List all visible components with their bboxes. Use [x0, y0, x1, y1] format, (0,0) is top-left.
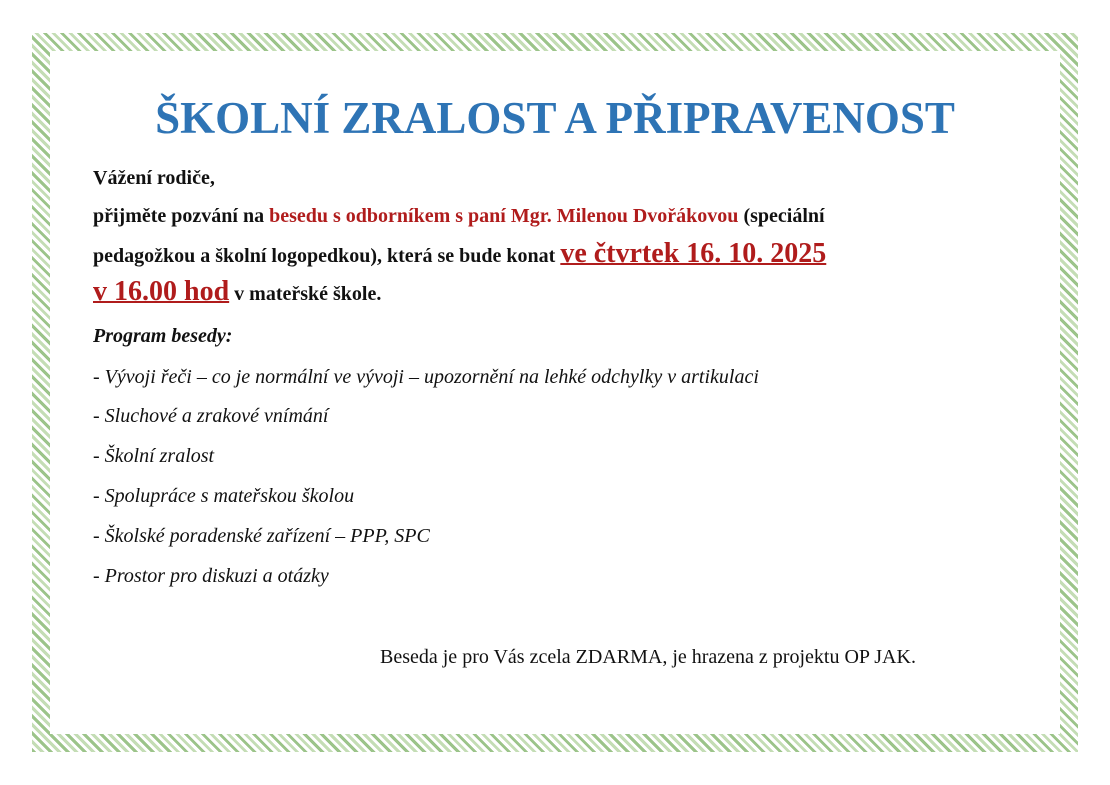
page-title: ŠKOLNÍ ZRALOST A PŘIPRAVENOST — [155, 93, 955, 143]
invite-line-1 — [93, 205, 825, 228]
invite-text: (speciální — [738, 205, 825, 227]
footer-note: Beseda je pro Vás zcela ZDARMA, je hrazena z projektu OP JAK. — [380, 646, 916, 668]
program-item: - Školské poradenské zařízení – PPP, SPC — [93, 525, 430, 547]
invite-line-2 — [93, 238, 826, 270]
event-time: v 16.00 hod — [93, 276, 230, 307]
invite-text: pedagožkou a školní logopedkou), která se bude konat — [93, 245, 561, 267]
program-item: - Školní zralost — [93, 445, 215, 467]
speaker-highlight: besedu s odborníkem s paní Mgr. Milenou Dvořákovou — [269, 205, 739, 227]
invite-text: v mateřské škole. — [229, 283, 382, 305]
program-item: - Spolupráce s mateřskou školou — [93, 485, 355, 507]
program-item: - Vývoji řeči – co je normální ve vývoji – upozornění na lehké odchylky v artikulaci — [93, 366, 759, 388]
greeting: Vážení rodiče, — [93, 167, 215, 189]
invite-line-3 — [93, 276, 381, 308]
program-heading: Program besedy: — [93, 325, 233, 347]
invite-text: přijměte pozvání na — [93, 205, 270, 227]
event-date: ve čtvrtek 16. 10. 2025 — [560, 238, 827, 269]
program-item: - Prostor pro diskuzi a otázky — [93, 565, 329, 587]
program-item: - Sluchové a zrakové vnímání — [93, 405, 329, 427]
